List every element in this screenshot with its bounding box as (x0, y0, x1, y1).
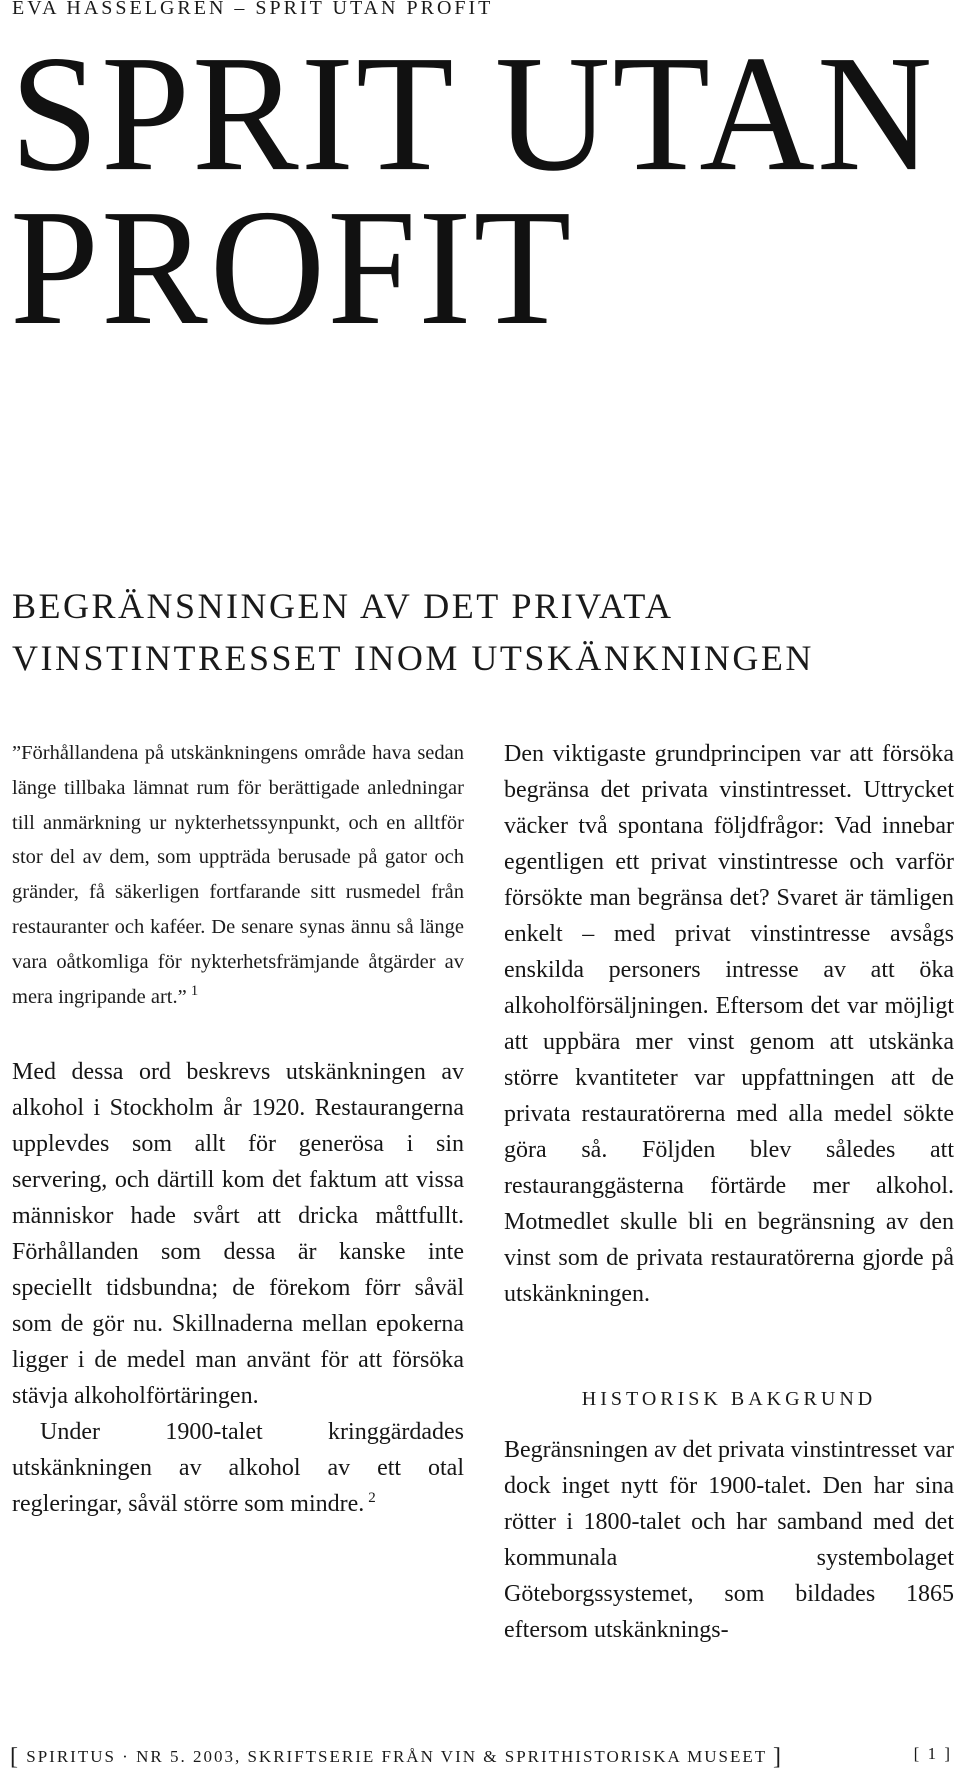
running-head: EVA HASSELGREN – SPRIT UTAN PROFIT (12, 0, 494, 19)
footnote-marker-1: 1 (190, 982, 199, 999)
footnote-marker-2: 2 (368, 1490, 376, 1507)
footer-publication (10, 1744, 783, 1771)
quote-text: ”Förhållandena på utskänkningens område hava sedan länge tillbaka lämnat rum för berättigade anledningar till anmärkning ur nykterhetssynpunkt, och en alltför stor del av dem, som uppträda berusade på gator och gränder, få säkerligen fortfarande sitt rusmedel från restauranter och kaféer. De senare synas ännu så länge vara oåtkomliga för nykterhetsfrämjande åtgärder av mera ingripande art.” (12, 742, 464, 1008)
footer-series-text: SPIRITUS · NR 5. 2003, SKRIFTSERIE FRÅN VIN & SPRITHISTORISKA MUSEET (20, 1747, 774, 1766)
page-footer (10, 1744, 952, 1770)
footer-open-bracket: [ (10, 1744, 20, 1770)
left-paragraph-1: Med dessa ord beskrevs utskänkningen av alkohol i Stockholm år 1920. Restaurangerna upplevdes som allt för generösa i sin servering, och därtill kom det faktum att vissa människor hade svårt att dricka måttfullt. Förhållanden som dessa är kanske inte speciellt tidsbundna; de förekom förr såväl som de gör nu. Skillnaderna mellan epokerna ligger i de medel man använt för att försöka stävja alkoholförtäringen. (12, 1059, 464, 1410)
footer-close-bracket: ] (773, 1744, 784, 1770)
title-line-2: PROFIT (10, 174, 574, 360)
right-paragraph-1: Den viktigaste grundprincipen var att försöka begränsa det privata vinstintresset. Uttrycket väcker två spontana följdfrågor: Vad innebar egentligen ett privat vinstintresse och varför försökte man begränsa det? Svaret är tämligen enkelt – med privat vinstintresse avsågs enskilda personers intresse av att öka alkoholförsäljningen. Eftersom det var möjligt att uppbära mer vinst genom att utskänka större kvantiteter var uppfattningen att de privata restauratörerna med alla medel sökte göra så. Följden blev således att restauranggästerna förtärde mer alkohol. Motmedlet skulle bli en begränsning av den vinst som de privata restauratörerna gjorde på utskänkningen. (504, 741, 954, 1307)
opening-quote (12, 736, 464, 1014)
page-number: [ 1 ] (913, 1744, 952, 1763)
right-column (504, 736, 954, 1648)
left-column (12, 736, 464, 1522)
subtitle-line-2: VINSTINTRESSET INOM UTSKÄNKNINGEN (12, 638, 814, 678)
article-title (10, 20, 935, 360)
title-line-1: SPRIT UTAN (10, 20, 935, 206)
article-subtitle (12, 580, 814, 684)
left-paragraph-2 (12, 1414, 464, 1522)
section-heading: HISTORISK BAKGRUND (581, 1388, 877, 1410)
subtitle-line-1: BEGRÄNSNINGEN AV DET PRIVATA (12, 586, 674, 626)
left-paragraph-2-text: Under 1900-talet kringgärdades utskänkningen av alkohol av ett otal regleringar, såväl större som mindre. (12, 1419, 464, 1518)
right-paragraph-2: Begränsningen av det privata vinstintresset var dock inget nytt för 1900-talet. Den har sina rötter i 1800-talet och har samband med det kommunala systembolaget Göteborgssystemet, som bildades 1865 eftersom utskänknings- (504, 1437, 954, 1643)
